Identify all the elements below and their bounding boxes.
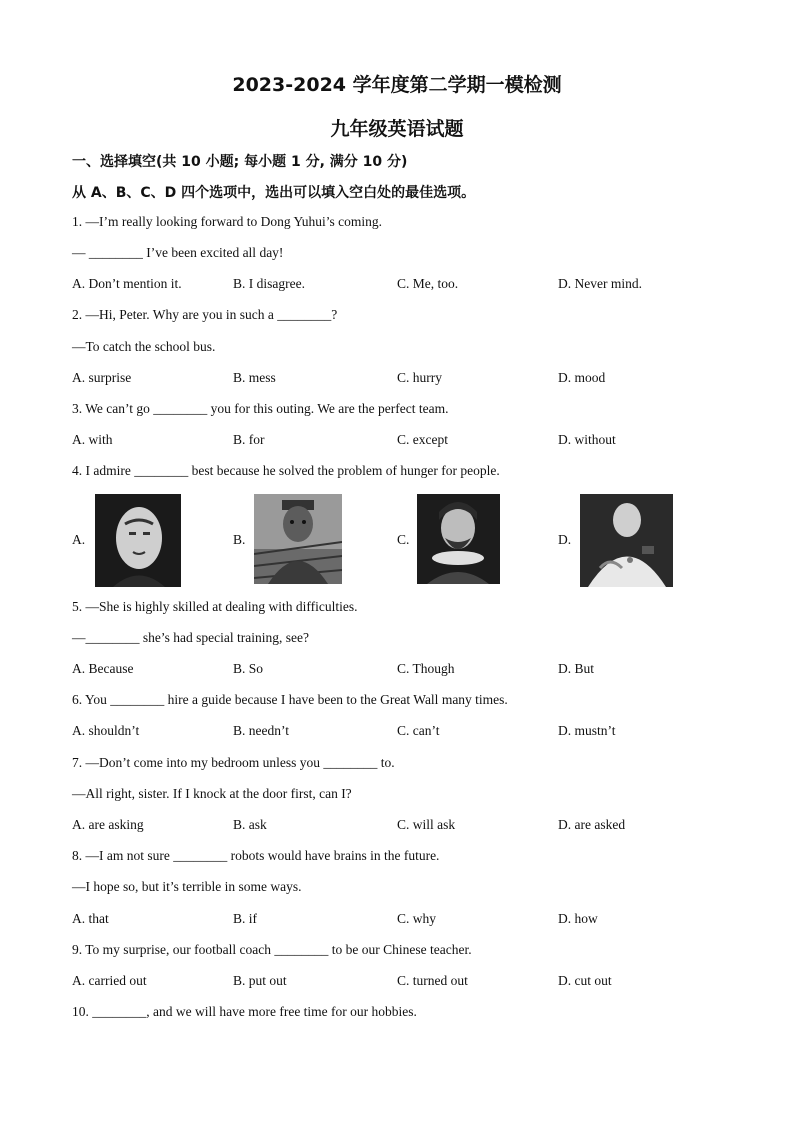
option-c[interactable]: C. Though	[397, 661, 455, 676]
option-d[interactable]: D. mood	[558, 370, 606, 385]
question-4-stem: 4. I admire ________ best because he solved the problem of hunger for people.	[72, 463, 500, 478]
question-7-options	[72, 817, 732, 837]
question-5-stem: 5. —She is highly skilled at dealing with difficulties.	[72, 599, 358, 614]
option-d[interactable]: D. But	[558, 661, 595, 676]
document-title: 2023-2024 学年度第二学期一模检测	[232, 74, 562, 96]
option-a[interactable]: A. surprise	[72, 370, 132, 385]
option-b[interactable]: B. mess	[233, 370, 276, 385]
option-c-letter[interactable]: C.	[397, 532, 410, 547]
question-1-response: — ________ I’ve been excited all day!	[72, 245, 284, 260]
option-b[interactable]: B. needn’t	[233, 723, 289, 738]
option-b[interactable]: B. put out	[233, 973, 287, 988]
option-d[interactable]: D. how	[558, 911, 598, 926]
option-d[interactable]: D. are asked	[558, 817, 626, 832]
option-b[interactable]: B. So	[233, 661, 264, 676]
question-5-response: —________ she’s had special training, see?	[72, 630, 309, 645]
question-1-stem: 1. —I’m really looking forward to Dong Yuhui’s coming.	[72, 214, 382, 229]
question-5-options	[72, 661, 732, 681]
option-b[interactable]: B. I disagree.	[233, 276, 305, 291]
question-7-response: —All right, sister. If I knock at the door first, can I?	[72, 786, 352, 801]
option-a[interactable]: A. that	[72, 911, 109, 926]
portrait-photo-b[interactable]	[254, 494, 342, 584]
question-2-stem: 2. —Hi, Peter. Why are you in such a ________?	[72, 307, 338, 322]
question-1-options	[72, 276, 732, 296]
question-6-stem: 6. You ________ hire a guide because I have been to the Great Wall many times.	[72, 692, 508, 707]
option-a[interactable]: A. shouldn’t	[72, 723, 140, 738]
option-d[interactable]: D. mustn’t	[558, 723, 616, 738]
option-d[interactable]: D. cut out	[558, 973, 612, 988]
portrait-photo-c[interactable]	[417, 494, 500, 584]
question-8-options	[72, 911, 732, 931]
option-c[interactable]: C. turned out	[397, 973, 468, 988]
question-7-stem: 7. —Don’t come into my bedroom unless you ________ to.	[72, 755, 395, 770]
question-10-stem: 10. ________, and we will have more free time for our hobbies.	[72, 1004, 417, 1019]
option-c[interactable]: C. can’t	[397, 723, 440, 738]
option-b-letter[interactable]: B.	[233, 532, 246, 547]
option-b[interactable]: B. for	[233, 432, 265, 447]
section-heading: 一、选择填空(共 10 小题; 每小题 1 分, 满分 10 分)	[72, 154, 408, 170]
option-d[interactable]: D. without	[558, 432, 616, 447]
document-subtitle: 九年级英语试题	[330, 118, 464, 140]
option-d[interactable]: D. Never mind.	[558, 276, 642, 291]
option-b[interactable]: B. ask	[233, 817, 267, 832]
option-d-letter[interactable]: D.	[558, 532, 572, 547]
option-c[interactable]: C. Me, too.	[397, 276, 459, 291]
question-9-options	[72, 973, 732, 993]
option-a[interactable]: A. are asking	[72, 817, 144, 832]
option-c[interactable]: C. will ask	[397, 817, 456, 832]
question-2-options	[72, 370, 732, 390]
option-a[interactable]: A. Don’t mention it.	[72, 276, 182, 291]
question-9-stem: 9. To my surprise, our football coach ________ to be our Chinese teacher.	[72, 942, 472, 957]
question-6-options	[72, 723, 732, 743]
option-c[interactable]: C. why	[397, 911, 437, 926]
option-c[interactable]: C. hurry	[397, 370, 442, 385]
portrait-photo-a[interactable]	[95, 494, 181, 587]
portrait-photo-d[interactable]	[580, 494, 673, 587]
option-a[interactable]: A. carried out	[72, 973, 147, 988]
option-a[interactable]: A. with	[72, 432, 113, 447]
option-c[interactable]: C. except	[397, 432, 448, 447]
section-instruction: 从 A、B、C、D 四个选项中，选出可以填入空白处的最佳选项。	[72, 185, 476, 201]
option-a-letter[interactable]: A.	[72, 532, 86, 547]
question-3-options	[72, 432, 732, 452]
option-a[interactable]: A. Because	[72, 661, 134, 676]
question-8-stem: 8. —I am not sure ________ robots would have brains in the future.	[72, 848, 440, 863]
question-2-response: —To catch the school bus.	[72, 339, 216, 354]
option-b[interactable]: B. if	[233, 911, 258, 926]
question-3-stem: 3. We can’t go ________ you for this outing. We are the perfect team.	[72, 401, 449, 416]
question-8-response: —I hope so, but it’s terrible in some ways.	[72, 879, 302, 894]
